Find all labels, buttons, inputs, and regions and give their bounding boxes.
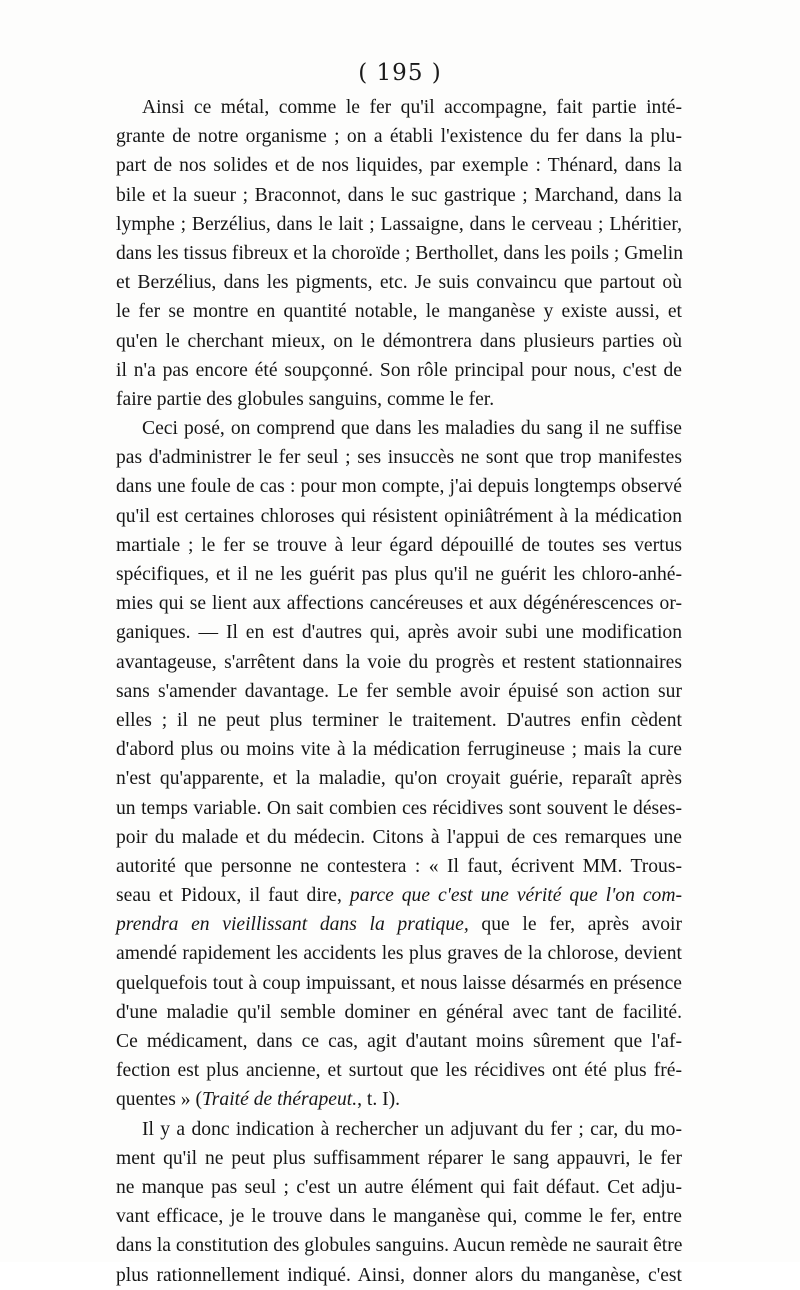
- text-line: part de nos solides et de nos liquides, par exemple : Thénard, dans la: [116, 155, 682, 177]
- text-line: dans une foule de cas : pour mon compte, j'ai depuis longtemps observé: [116, 476, 682, 498]
- text-segment: que le fer, après avoir: [481, 914, 683, 936]
- text-line: mies qui se lient aux affections cancéreuses et aux dégénérescences or-: [116, 593, 682, 615]
- paragraph-2: [116, 414, 682, 1115]
- text-line: lymphe ; Berzélius, dans le lait ; Lassaigne, dans le cerveau ; Lhéritier,: [116, 213, 682, 235]
- text-line: avantageuse, s'arrêtent dans la voie du progrès et restent stationnaires: [116, 651, 682, 673]
- text-line: quelquefois tout à coup impuissant, et nous laisse désarmés en présence: [116, 972, 682, 994]
- text-line: poir du malade et du médecin. Citons à l'appui de ces remarques une: [116, 826, 682, 848]
- text-line: bile et la sueur ; Braconnot, dans le suc gastrique ; Marchand, dans la: [116, 184, 682, 206]
- italic-quote: parce que c'est une vérité que l'on com-: [349, 885, 683, 907]
- text-segment: quentes » (: [116, 1089, 202, 1111]
- paragraph-1: [116, 93, 682, 414]
- text-line: Il y a donc indication à rechercher un adjuvant du fer ; car, du mo-: [142, 1118, 682, 1140]
- text-line: ganiques. — Il en est d'autres qui, après avoir subi une modification: [116, 622, 682, 644]
- text-segment: seau et Pidoux, il faut dire,: [116, 885, 342, 907]
- text-line: pas d'administrer le fer seul ; ses insuccès ne sont que trop manifestes: [116, 447, 682, 469]
- text-line: vant efficace, je le trouve dans le manganèse qui, comme le fer, entre: [116, 1206, 682, 1228]
- text-line: autorité que personne ne contestera : « Il faut, écrivent MM. Trous-: [116, 855, 682, 877]
- text-line: d'une maladie qu'il semble dominer en général avec tant de facilité.: [116, 1001, 682, 1023]
- text-line: ment qu'il ne peut plus suffisamment réparer le sang appauvri, le fer: [116, 1147, 682, 1169]
- italic-quote: prendra en vieillissant dans la pratique,: [116, 914, 469, 936]
- text-segment: , t. I).: [357, 1089, 401, 1111]
- text-line: martiale ; le fer se trouve à leur égard dépouillé de toutes ses vertus: [116, 534, 682, 556]
- text-line: et Berzélius, dans les pigments, etc. Je suis convaincu que partout où: [116, 272, 682, 294]
- text-line: qu'il est certaines chloroses qui résistent opiniâtrément à la médication: [116, 505, 682, 527]
- text-line: il n'a pas encore été soupçonné. Son rôle principal pour nous, c'est de: [116, 359, 682, 381]
- text-line: Ceci posé, on comprend que dans les maladies du sang il ne suffise: [142, 418, 682, 440]
- text-line-mixed: [116, 910, 682, 939]
- text-line: qu'en le cherchant mieux, on le démontrera dans plusieurs parties où: [116, 330, 682, 352]
- text-line: spécifiques, et il ne les guérit pas plus qu'il ne guérit les chloro-anhé-: [116, 564, 682, 585]
- text-line: fection est plus ancienne, et surtout que les récidives ont été plus fré-: [116, 1060, 682, 1082]
- text-line: faire partie des globules sanguins, comme le fer.: [116, 388, 495, 410]
- text-line: sans s'amender davantage. Le fer semble avoir épuisé son action sur: [116, 680, 682, 702]
- text-line: elles ; il ne peut plus terminer le traitement. D'autres enfin cèdent: [116, 709, 682, 731]
- text-line: d'abord plus ou moins vite à la médication ferrugineuse ; mais la cure: [116, 739, 682, 761]
- text-line-mixed: [116, 881, 682, 910]
- text-line: Ainsi ce métal, comme le fer qu'il accompagne, fait partie inté-: [142, 97, 682, 118]
- text-line: grante de notre organisme ; on a établi l'existence du fer dans la plu-: [116, 126, 682, 148]
- text-line: amendé rapidement les accidents les plus graves de la chlorose, devient: [116, 943, 682, 965]
- page-number: ( 195 ): [358, 60, 442, 86]
- text-line: n'est qu'apparente, et la maladie, qu'on croyait guérie, reparaît après: [116, 768, 682, 790]
- text-line: le fer se montre en quantité notable, le manganèse y existe aussi, et: [116, 301, 682, 323]
- text-line: Ce médicament, dans ce cas, agit d'autant moins sûrement que l'af-: [116, 1031, 682, 1052]
- text-line: dans les tissus fibreux et la choroïde ; Berthollet, dans les poils ; Gmelin: [116, 242, 684, 264]
- paragraph-3: [116, 1115, 682, 1290]
- text-line: un temps variable. On sait combien ces récidives sont souvent le déses-: [116, 797, 682, 819]
- text-line-citation: [116, 1085, 682, 1114]
- citation-title: Traité de thérapeut.: [201, 1089, 358, 1111]
- body-text: [116, 93, 682, 1290]
- text-line: plus rationnellement indiqué. Ainsi, donner alors du manganèse, c'est: [116, 1264, 682, 1286]
- text-line: ne manque pas seul ; c'est un autre élément qui fait défaut. Cet adju-: [116, 1176, 682, 1198]
- text-line: dans la constitution des globules sanguins. Aucun remède ne saurait être: [116, 1235, 683, 1257]
